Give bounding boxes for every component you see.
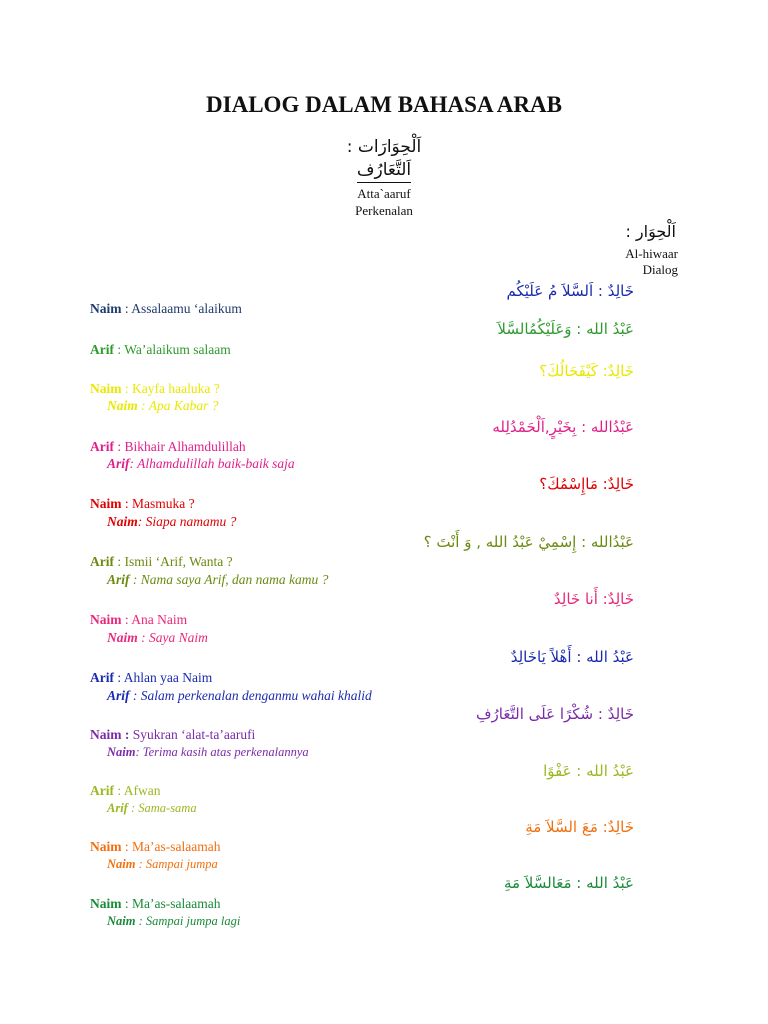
speaker: Naim <box>90 496 122 511</box>
translation-text: : Sampai jumpa <box>135 857 218 871</box>
latin-text: Ma’as-salaamah <box>132 896 221 911</box>
heading-meaning: Perkenalan <box>355 203 413 218</box>
sep: : <box>114 554 125 569</box>
dialog-latin-12 <box>90 896 220 912</box>
dialog-arabic-8: عَبْدُ الله : أَهْلاً يَاخَالِدٌ <box>510 648 634 666</box>
page-title: DIALOG DALAM BAHASA ARAB <box>206 92 562 117</box>
arabic-heading-hiwarat: اَلْحِوَارَات : <box>346 137 422 157</box>
dialog-latin-3 <box>90 381 220 397</box>
dialog-latin-6 <box>90 554 233 570</box>
speaker: Arif <box>107 688 130 703</box>
translation-text: : Alhamdulillah baik-baik saja <box>129 456 295 471</box>
dialog-arabic-12: عَبْدُ الله : مَعَالسَّلاَ مَةِ <box>503 874 634 892</box>
dialog-arabic-5: خَالِدٌ: مَاإِسْمُكَ؟ <box>539 475 634 493</box>
sep: : <box>114 670 124 685</box>
dialog-arabic-7: خَالِدٌ: أَنا خَالِدٌ <box>553 590 634 608</box>
dialog-arabic-10: عَبْدُ الله : عَفْوًا <box>543 762 634 780</box>
dialog-arabic-4: عَبْدُالله : بِخَيْرٍ,اَلْحَمْدُلِله <box>492 418 634 436</box>
translation-text: : Salam perkenalan denganmu wahai khalid <box>129 688 372 703</box>
latin-text: Bikhair Alhamdulillah <box>124 439 246 454</box>
speaker: Naim <box>107 514 138 529</box>
dialog-arabic-9: خَالِدٌ : شُكْرًا عَلَى التَّعَارُفِ <box>476 705 634 723</box>
speaker: Arif <box>90 670 114 685</box>
sep: : <box>114 342 125 357</box>
translation-text: : Saya Naim <box>137 630 208 645</box>
sep: : <box>114 439 125 454</box>
dialog-translation-6 <box>107 572 328 588</box>
dialog-latin-11 <box>90 839 220 855</box>
speaker: Naim <box>107 857 136 871</box>
dialog-latin-8 <box>90 670 212 686</box>
latin-text: Wa’alaikum salaam <box>124 342 231 357</box>
dialog-translation-8 <box>107 688 372 704</box>
speaker: Naim <box>107 745 136 759</box>
latin-text: Ismii ‘Arif, Wanta ? <box>124 554 233 569</box>
dialog-translation-12 <box>107 914 240 929</box>
dialog-translation-5 <box>107 514 236 530</box>
sep: : <box>121 896 133 911</box>
dialog-arabic-11: خَالِدٌ: مَعَ السَّلاَ مَةِ <box>525 818 634 836</box>
latin-text: Ana Naim <box>131 612 188 627</box>
speaker: Naim <box>107 398 138 413</box>
speaker: Naim <box>90 896 122 911</box>
speaker: Arif <box>107 801 128 815</box>
hiwar-transliteration: Al-hiwaar <box>625 246 678 261</box>
sep: : <box>121 612 132 627</box>
arabic-heading-taaruf <box>250 160 518 180</box>
dialog-translation-11 <box>107 857 218 872</box>
sep: : <box>121 496 133 511</box>
dialog-translation-3 <box>107 398 219 414</box>
dialog-translation-7 <box>107 630 208 646</box>
arabic-heading-hiwar: اَلْحِوَار : <box>625 222 676 241</box>
dialog-arabic-3: خَالِدٌ: كَيْفَحَالُكَ؟ <box>539 362 634 380</box>
speaker: Naim <box>90 301 122 316</box>
dialog-latin-9 <box>90 727 255 743</box>
latin-text: Masmuka ? <box>132 496 195 511</box>
dialog-latin-7 <box>90 612 187 628</box>
dialog-latin-4 <box>90 439 246 455</box>
latin-text: Afwan <box>123 783 161 798</box>
dialog-translation-4 <box>107 456 295 472</box>
speaker: Arif <box>90 554 114 569</box>
dialog-arabic-2: عَبْدُ الله : وَعَلَيْكُمُالسَّلاَ <box>497 320 634 338</box>
speaker: Arif <box>90 342 114 357</box>
arabic-heading-taaruf-text: اَلتَّعَارُف <box>357 160 411 183</box>
speaker: Arif <box>90 439 114 454</box>
dialog-translation-10 <box>107 801 197 816</box>
speaker: Arif <box>107 572 130 587</box>
speaker: Arif <box>90 783 114 798</box>
latin-text: Syukran ‘alat-ta’aarufi <box>132 727 256 742</box>
hiwar-meaning: Dialog <box>642 262 678 277</box>
translation-text: : Terima kasih atas perkenalannya <box>135 745 309 759</box>
translation-text: : Siapa namamu ? <box>137 514 237 529</box>
speaker: Naim <box>107 914 136 928</box>
sep: : <box>114 783 124 798</box>
speaker: Naim : <box>90 727 130 742</box>
sep: : <box>121 839 133 854</box>
dialog-arabic-1: خَالِدٌ : اَلسَّلاَ مُ عَلَيْكُم <box>506 282 634 300</box>
heading-transliteration: Atta`aaruf <box>357 186 411 201</box>
dialog-latin-2 <box>90 342 231 358</box>
translation-text: : Sama-sama <box>127 801 197 815</box>
speaker: Naim <box>90 612 122 627</box>
translation-text: : Sampai jumpa lagi <box>135 914 241 928</box>
dialog-translation-9 <box>107 745 309 760</box>
latin-text: Ahlan yaa Naim <box>123 670 213 685</box>
speaker: Naim <box>90 381 122 396</box>
sep: : <box>121 301 132 316</box>
speaker: Arif <box>107 456 130 471</box>
dialog-latin-5 <box>90 496 195 512</box>
speaker: Naim <box>107 630 138 645</box>
latin-text: Ma’as-salaamah <box>132 839 221 854</box>
sep: : <box>121 381 133 396</box>
dialog-latin-1 <box>90 301 242 317</box>
latin-text: Assalaamu ‘alaikum <box>131 301 242 316</box>
translation-text: : Apa Kabar ? <box>137 398 219 413</box>
latin-text: Kayfa haaluka ? <box>132 381 220 396</box>
translation-text: : Nama saya Arif, dan nama kamu ? <box>129 572 329 587</box>
dialog-arabic-6: عَبْدُالله : إِسْمِيْ عَبْدُ الله , وَ أَنْتَ ؟ <box>423 533 634 551</box>
dialog-latin-10 <box>90 783 161 799</box>
speaker: Naim <box>90 839 122 854</box>
